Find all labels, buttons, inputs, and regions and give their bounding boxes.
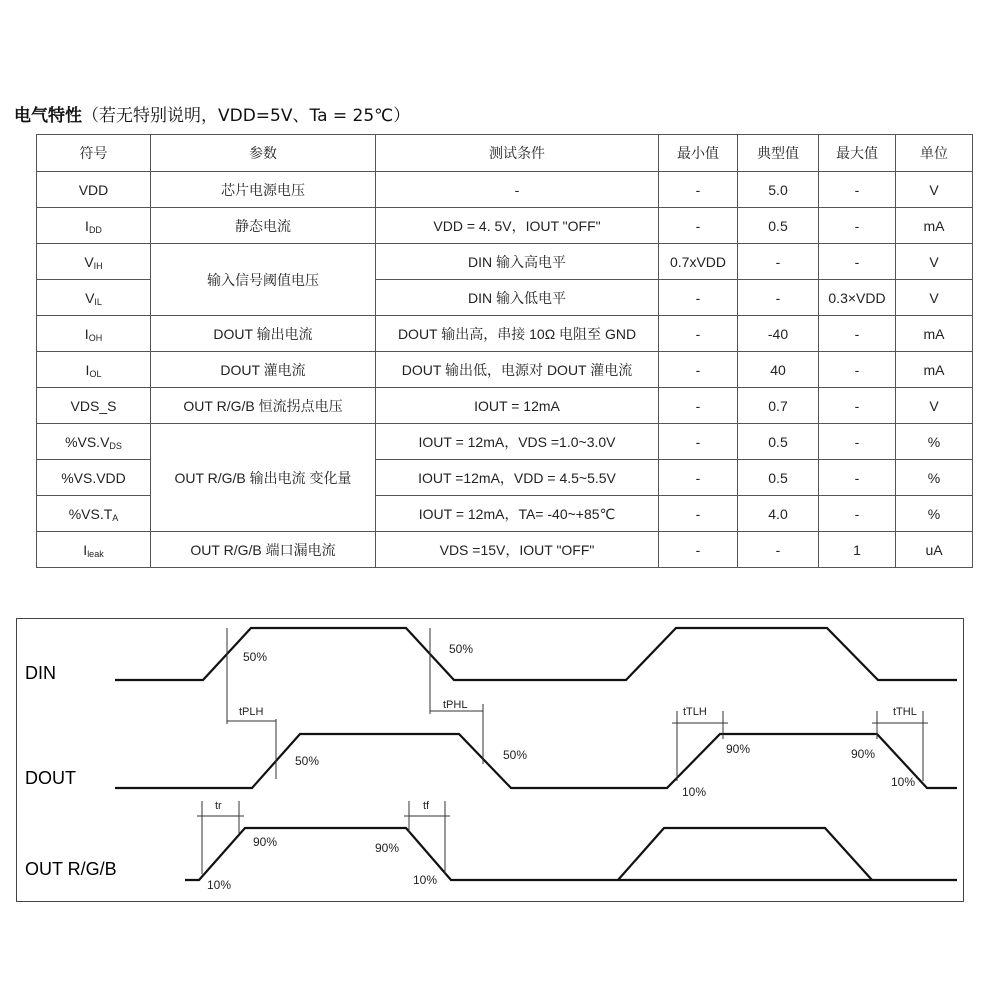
- cell-parameter: OUT R/G/B 端口漏电流: [151, 532, 376, 568]
- cell-min: -: [659, 280, 738, 316]
- din-waveform: [115, 628, 957, 680]
- cell-parameter: 静态电流: [151, 208, 376, 244]
- table-row: [37, 172, 973, 208]
- cell-typ: 4.0: [738, 496, 819, 532]
- cell-typ: 0.7: [738, 388, 819, 424]
- cell-min: -: [659, 352, 738, 388]
- cell-max: -: [819, 244, 896, 280]
- cell-typ: 0.5: [738, 424, 819, 460]
- cell-min: -: [659, 532, 738, 568]
- cell-symbol: $\%VS.T_A$: [37, 496, 151, 532]
- cell-max: -: [819, 496, 896, 532]
- cell-condition: VDD = 4. 5V，IOUT "OFF": [376, 208, 659, 244]
- timing-diagram: [16, 618, 964, 902]
- cell-min: 0.7xVDD: [659, 244, 738, 280]
- cell-condition: IOUT =12mA，VDD = 4.5~5.5V: [376, 460, 659, 496]
- cell-min: -: [659, 424, 738, 460]
- dout-waveform: [115, 734, 957, 788]
- cell-unit: mA: [896, 208, 973, 244]
- header-typ: 典型值: [738, 135, 819, 172]
- cell-unit: V: [896, 244, 973, 280]
- cell-condition: IOUT = 12mA，VDS =1.0~3.0V: [376, 424, 659, 460]
- cell-max: -: [819, 172, 896, 208]
- cell-condition: DIN 输入高电平: [376, 244, 659, 280]
- cell-min: -: [659, 388, 738, 424]
- cell-max: 1: [819, 532, 896, 568]
- cell-unit: mA: [896, 316, 973, 352]
- table-row: [37, 388, 973, 424]
- cell-parameter: 输入信号阈值电压: [151, 244, 376, 316]
- table-row: [37, 424, 973, 460]
- cell-max: -: [819, 208, 896, 244]
- cell-unit: V: [896, 172, 973, 208]
- cell-parameter: 芯片电源电压: [151, 172, 376, 208]
- signal-label-din: DIN: [25, 663, 56, 683]
- label-out-10-fall: 10%: [413, 873, 438, 887]
- section-heading: [14, 101, 410, 126]
- table-header-row: [37, 135, 973, 172]
- label-dout-90-fall: 90%: [851, 747, 876, 761]
- cell-condition: DOUT 输出高，串接 10Ω 电阻至 GND: [376, 316, 659, 352]
- cell-parameter: DOUT 灌电流: [151, 352, 376, 388]
- signal-label-dout: DOUT: [25, 768, 76, 788]
- label-tplh: tPLH: [239, 706, 264, 718]
- label-din-50-fall: 50%: [449, 642, 474, 656]
- out-rgb-waveform-pulse2: [618, 828, 872, 880]
- cell-min: -: [659, 316, 738, 352]
- cell-max: -: [819, 352, 896, 388]
- label-din-50-rise: 50%: [243, 650, 268, 664]
- cell-typ: -: [738, 532, 819, 568]
- cell-parameter: OUT R/G/B 输出电流 变化量: [151, 424, 376, 532]
- cell-symbol: $I_{OL}$: [37, 352, 151, 388]
- cell-typ: 0.5: [738, 460, 819, 496]
- label-tphl: tPHL: [443, 699, 468, 711]
- cell-symbol: $I_{DD}$: [37, 208, 151, 244]
- label-out-90-fall: 90%: [375, 841, 400, 855]
- cell-typ: 40: [738, 352, 819, 388]
- table-row: [37, 532, 973, 568]
- label-dout-10-fall: 10%: [891, 775, 916, 789]
- cell-min: -: [659, 460, 738, 496]
- label-tr: tr: [215, 800, 222, 812]
- cell-max: 0.3×VDD: [819, 280, 896, 316]
- cell-typ: -40: [738, 316, 819, 352]
- cell-symbol: VDD: [37, 172, 151, 208]
- cell-symbol: $V_{IH}$: [37, 244, 151, 280]
- cell-condition: VDS =15V，IOUT "OFF": [376, 532, 659, 568]
- cell-unit: %: [896, 460, 973, 496]
- electrical-characteristics-table: [36, 134, 973, 568]
- cell-parameter: OUT R/G/B 恒流拐点电压: [151, 388, 376, 424]
- cell-unit: uA: [896, 532, 973, 568]
- label-tthl: tTHL: [893, 706, 917, 718]
- heading-conditions: （若无特别说明，VDD=5V、Ta = 25℃）: [82, 106, 411, 126]
- cell-symbol: $I_{leak}$: [37, 532, 151, 568]
- out-rgb-waveform: [185, 828, 957, 880]
- cell-condition: IOUT = 12mA，TA= -40~+85℃: [376, 496, 659, 532]
- cell-unit: mA: [896, 352, 973, 388]
- cell-typ: -: [738, 244, 819, 280]
- cell-typ: -: [738, 280, 819, 316]
- header-symbol: 符号: [37, 135, 151, 172]
- header-max: 最大值: [819, 135, 896, 172]
- cell-max: -: [819, 316, 896, 352]
- label-dout-50-fall: 50%: [503, 748, 528, 762]
- cell-parameter: DOUT 输出电流: [151, 316, 376, 352]
- cell-condition: DOUT 输出低，电源对 DOUT 灌电流: [376, 352, 659, 388]
- header-parameter: 参数: [151, 135, 376, 172]
- table-row: [37, 208, 973, 244]
- signal-label-out-rgb: OUT R/G/B: [25, 859, 117, 879]
- cell-min: -: [659, 496, 738, 532]
- cell-min: -: [659, 208, 738, 244]
- cell-unit: %: [896, 424, 973, 460]
- cell-typ: 5.0: [738, 172, 819, 208]
- cell-symbol: VDS_S: [37, 388, 151, 424]
- cell-typ: 0.5: [738, 208, 819, 244]
- cell-condition: IOUT = 12mA: [376, 388, 659, 424]
- cell-max: -: [819, 388, 896, 424]
- cell-symbol: $I_{OH}$: [37, 316, 151, 352]
- label-dout-90-rise: 90%: [726, 742, 751, 756]
- cell-symbol: $V_{IL}$: [37, 280, 151, 316]
- cell-condition: -: [376, 172, 659, 208]
- label-tf: tf: [423, 800, 430, 812]
- header-test-condition: 测试条件: [376, 135, 659, 172]
- label-out-10-rise: 10%: [207, 878, 232, 892]
- cell-min: -: [659, 172, 738, 208]
- heading-bold: 电气特性: [14, 106, 82, 126]
- header-unit: 单位: [896, 135, 973, 172]
- cell-unit: %: [896, 496, 973, 532]
- cell-max: -: [819, 460, 896, 496]
- label-out-90-rise: 90%: [253, 835, 278, 849]
- cell-symbol: $\%VS.V_{DS}$: [37, 424, 151, 460]
- table-row: [37, 244, 973, 280]
- label-dout-50-rise: 50%: [295, 754, 320, 768]
- table-row: [37, 316, 973, 352]
- label-ttlh: tTLH: [683, 706, 707, 718]
- header-min: 最小值: [659, 135, 738, 172]
- table-row: [37, 352, 973, 388]
- cell-unit: V: [896, 388, 973, 424]
- label-dout-10-rise: 10%: [682, 785, 707, 799]
- cell-symbol: %VS.VDD: [37, 460, 151, 496]
- timing-diagram-svg: [17, 619, 963, 901]
- cell-condition: DIN 输入低电平: [376, 280, 659, 316]
- cell-max: -: [819, 424, 896, 460]
- cell-unit: V: [896, 280, 973, 316]
